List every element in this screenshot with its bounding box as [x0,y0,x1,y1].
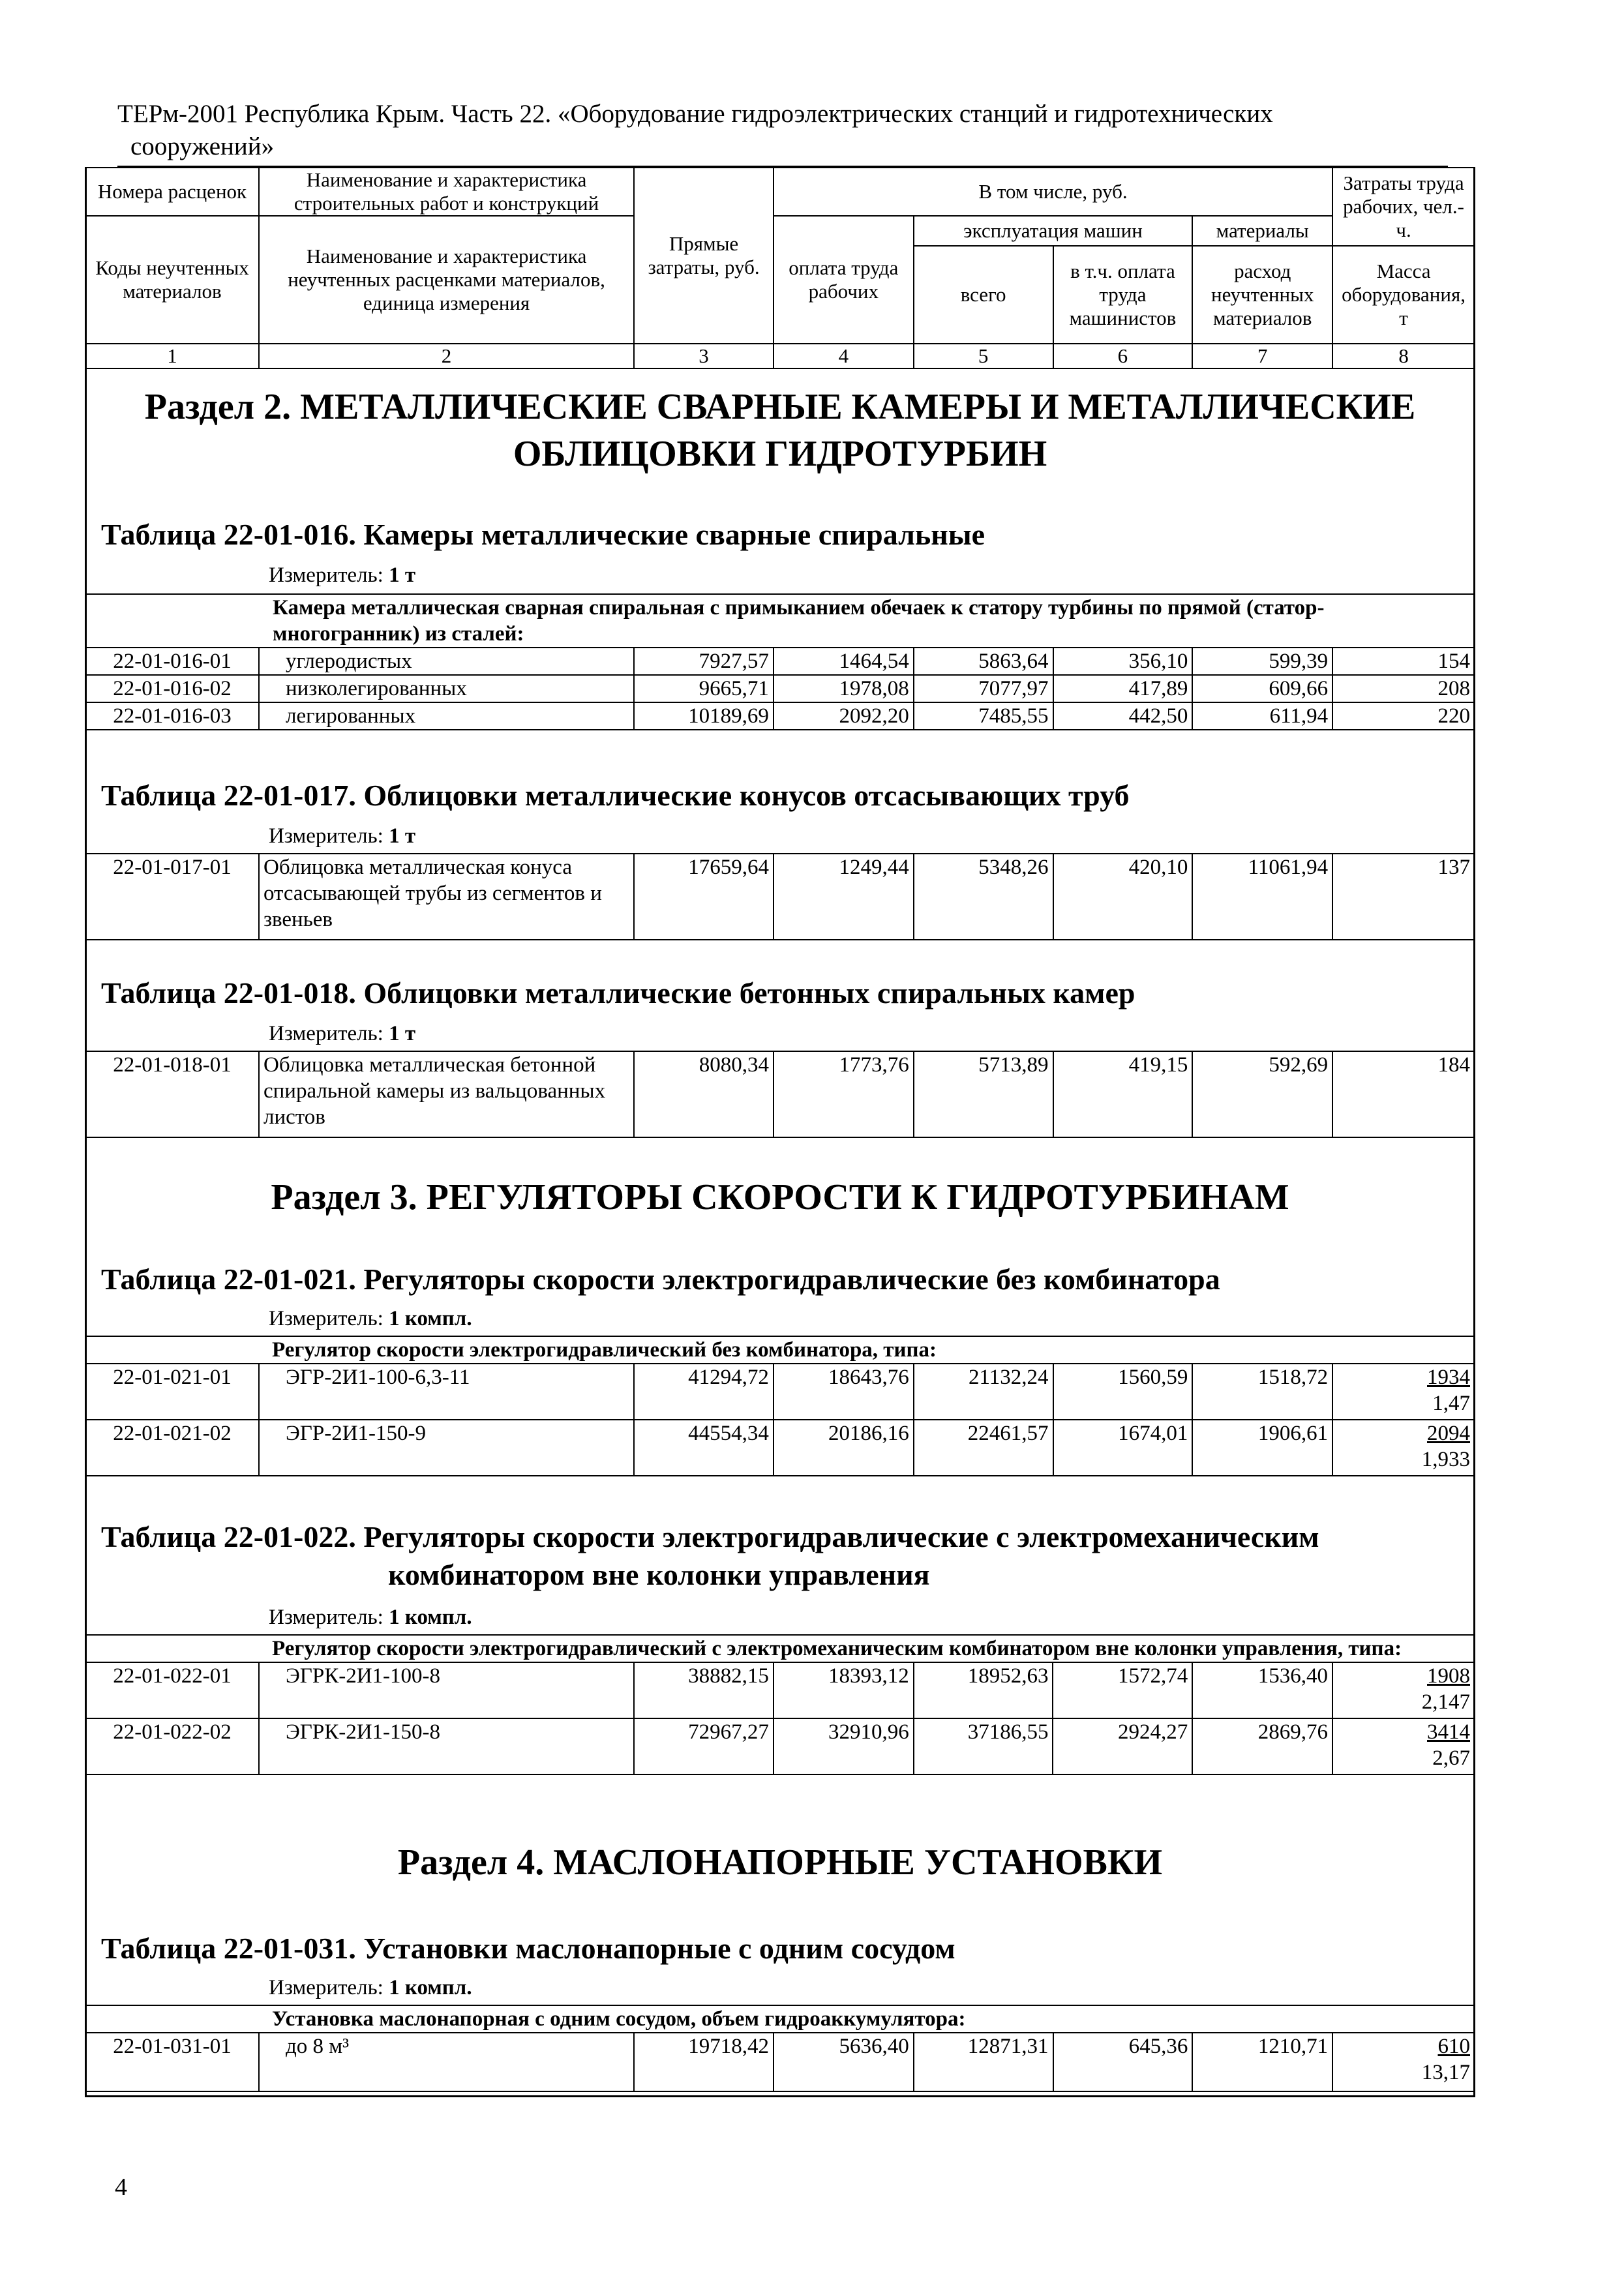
table-022-title-line1: Таблица 22-01-022. Регуляторы скорости электрогидравлические с электромеханическим [101,1520,1319,1553]
table-row [85,1718,1475,1774]
row-c8: 208 [1332,675,1475,702]
row-code: 22-01-021-01 [85,1364,259,1420]
table-017-unit [269,823,415,849]
row-c8 [1332,1718,1475,1774]
table-header [85,167,1475,369]
row-c5: 21132,24 [914,1364,1053,1420]
row-code: 22-01-016-01 [85,648,259,675]
header-num-3: 3 [634,344,774,368]
row-c6: 419,15 [1053,1051,1193,1137]
table-016-title: Таблица 22-01-016. Камеры металлические сварные спиральные [101,518,985,551]
row-c5: 18952,63 [914,1662,1053,1718]
table-row [85,1051,1475,1137]
table-021-unit [269,1306,472,1332]
row-c6: 1674,01 [1053,1420,1193,1476]
row-c5: 7485,55 [914,702,1053,730]
table-row [85,854,1475,940]
row-c7: 1536,40 [1192,1662,1332,1718]
row-c3: 19718,42 [634,2033,774,2091]
running-header-line1: ТЕРм-2001 Республика Крым. Часть 22. «Оборудование гидроэлектрических станций и гидротехнических [117,100,1273,128]
row-c5: 22461,57 [914,1420,1053,1476]
row-c7: 1906,61 [1192,1420,1332,1476]
table-group-row [85,1635,1475,1662]
table-018 [85,1051,1475,1138]
row-code: 22-01-022-02 [85,1718,259,1774]
table-031-unit [269,1975,472,2001]
row-code: 22-01-031-01 [85,2033,259,2091]
table-row [85,2033,1475,2091]
table-row [85,1420,1475,1476]
unit-label: Измеритель: [269,1606,383,1629]
row-c3: 72967,27 [634,1718,774,1774]
row-c6: 442,50 [1053,702,1193,730]
unit-label: Измеритель: [269,824,383,848]
row-c8: 220 [1332,702,1475,730]
header-col4: оплата труда рабочих [774,216,914,344]
table-row [85,675,1475,702]
table-016 [85,593,1475,730]
table-row [85,1662,1475,1718]
unit-value: 1 т [389,1022,416,1045]
table-row [85,702,1475,730]
header-incl: В том числе, руб. [774,168,1332,216]
row-c4: 20186,16 [774,1420,914,1476]
header-exp: эксплуатация машин [914,216,1193,246]
row-name: до 8 м³ [259,2033,634,2091]
header-col8a: Затраты труда рабочих, чел.-ч. [1332,168,1475,246]
row-c8 [1332,1364,1475,1420]
row-c4: 1773,76 [774,1051,914,1137]
row-c6: 2924,27 [1053,1718,1192,1774]
row-c3: 17659,64 [634,854,774,940]
row-c3: 7927,57 [634,648,774,675]
header-col2b: Наименование и характеристика неучтенных расценками материалов, единица измерения [259,216,634,344]
row-name: Облицовка металлическая бетонной спиральной камеры из вальцованных листов [259,1051,634,1137]
table-row [85,648,1475,675]
page-number: 4 [115,2174,127,2201]
row-name: углеродистых [259,648,634,675]
table-group-row [85,2005,1475,2033]
table-022-unit [269,1604,472,1630]
mass-value: 2,147 [1421,1690,1470,1714]
table-031-group: Установка маслонапорная с одним сосудом, объем гидроаккумулятора: [85,2005,1475,2033]
table-018-unit [269,1021,415,1047]
header-num-2: 2 [259,344,634,368]
unit-value: 1 компл. [389,1307,472,1330]
row-c4: 1249,44 [774,854,914,940]
row-c7: 611,94 [1192,702,1332,730]
header-num-6: 6 [1053,344,1193,368]
table-021-title: Таблица 22-01-021. Регуляторы скорости электрогидравлические без комбинатора [101,1263,1220,1296]
header-col3: Прямые затраты, руб. [634,168,774,344]
header-col8b: Масса оборудования, т [1332,246,1475,344]
row-c6: 356,10 [1053,648,1193,675]
section2-title-line2: ОБЛИЦОВКИ ГИДРОТУРБИН [513,434,1047,474]
header-col6: в т.ч. оплата труда машинистов [1053,246,1193,344]
row-c6: 420,10 [1053,854,1193,940]
labor-value: 1908 [1427,1664,1470,1688]
header-num-4: 4 [774,344,914,368]
unit-value: 1 т [389,824,416,848]
section4-title: Раздел 4. МАСЛОНАПОРНЫЕ УСТАНОВКИ [397,1842,1163,1883]
row-c6: 1560,59 [1053,1364,1193,1420]
row-c8 [1332,2033,1475,2091]
running-header [117,98,1474,163]
header-num-8: 8 [1332,344,1475,368]
row-code: 22-01-022-01 [85,1662,259,1718]
header-num-7: 7 [1192,344,1332,368]
row-name: ЭГР-2И1-100-6,3-11 [259,1364,634,1420]
row-name: ЭГРК-2И1-150-8 [259,1718,634,1774]
unit-label: Измеритель: [269,563,383,587]
row-code: 22-01-018-01 [85,1051,259,1137]
row-c8 [1332,1662,1475,1718]
section3-title: Раздел 3. РЕГУЛЯТОРЫ СКОРОСТИ К ГИДРОТУРБИНАМ [271,1177,1289,1218]
row-c4: 18643,76 [774,1364,914,1420]
row-c5: 37186,55 [914,1718,1053,1774]
row-c7: 599,39 [1192,648,1332,675]
header-mat: материалы [1192,216,1332,246]
row-c3: 8080,34 [634,1051,774,1137]
row-c4: 5636,40 [774,2033,914,2091]
unit-value: 1 компл. [389,1976,472,1999]
row-c3: 44554,34 [634,1420,774,1476]
header-col5: всего [914,246,1053,344]
row-c5: 5863,64 [914,648,1053,675]
row-c3: 41294,72 [634,1364,774,1420]
labor-value: 610 [1437,2035,1470,2058]
unit-label: Измеритель: [269,1022,383,1045]
table-031 [85,2005,1475,2092]
running-header-line2: сооружений» [130,132,275,160]
row-c7: 11061,94 [1192,854,1332,940]
table-022 [85,1634,1475,1775]
labor-value: 2094 [1427,1422,1470,1445]
row-c6: 1572,74 [1053,1662,1192,1718]
row-c3: 9665,71 [634,675,774,702]
row-c5: 7077,97 [914,675,1053,702]
row-c7: 609,66 [1192,675,1332,702]
labor-value: 1934 [1427,1366,1470,1389]
row-c4: 2092,20 [774,702,914,730]
mass-value: 2,67 [1432,1746,1470,1770]
row-c7: 1518,72 [1192,1364,1332,1420]
row-name: низколегированных [259,675,634,702]
row-c6: 417,89 [1053,675,1193,702]
mass-value: 1,47 [1432,1392,1470,1415]
row-name: Облицовка металлическая конуса отсасывающей трубы из сегментов и звеньев [259,854,634,940]
row-c5: 5713,89 [914,1051,1053,1137]
labor-value: 3414 [1427,1720,1470,1744]
row-c4: 18393,12 [774,1662,914,1718]
header-col1a: Номера расценок [85,168,259,216]
row-name: ЭГР-2И1-150-9 [259,1420,634,1476]
table-group-row [85,594,1475,648]
header-col7: расход неучтенных материалов [1192,246,1332,344]
section2-title [85,383,1475,477]
row-c5: 12871,31 [914,2033,1053,2091]
table-017-title: Таблица 22-01-017. Облицовки металлические конусов отсасывающих труб [101,779,1130,812]
row-name: ЭГРК-2И1-100-8 [259,1662,634,1718]
row-c4: 1978,08 [774,675,914,702]
table-row [85,1364,1475,1420]
row-code: 22-01-017-01 [85,854,259,940]
row-c3: 38882,15 [634,1662,774,1718]
row-c3: 10189,69 [634,702,774,730]
table-021-group: Регулятор скорости электрогидравлический без комбинатора, типа: [85,1336,1475,1364]
mass-value: 13,17 [1421,2061,1470,2084]
row-c7: 2869,76 [1192,1718,1332,1774]
row-c8: 184 [1332,1051,1475,1137]
row-code: 22-01-021-02 [85,1420,259,1476]
table-022-title [101,1518,1471,1594]
table-016-group: Камера металлическая сварная спиральная с примыканием обечаек к статору турбины по прямой (статор-многогранник) из сталей: [85,594,1475,648]
table-021 [85,1336,1475,1476]
table-022-group: Регулятор скорости электрогидравлический с электромеханическим комбинатором вне колонки управления, типа: [85,1635,1475,1662]
row-c8: 137 [1332,854,1475,940]
header-num-5: 5 [914,344,1053,368]
row-c7: 592,69 [1192,1051,1332,1137]
table-016-unit [269,562,415,588]
table-022-title-line2: комбинатором вне колонки управления [388,1558,930,1591]
row-c4: 32910,96 [774,1718,914,1774]
row-c6: 645,36 [1053,2033,1193,2091]
row-c4: 1464,54 [774,648,914,675]
table-017 [85,853,1475,940]
table-group-row [85,1336,1475,1364]
header-num-1: 1 [85,344,259,368]
row-code: 22-01-016-03 [85,702,259,730]
mass-value: 1,933 [1421,1448,1470,1471]
table-018-title: Таблица 22-01-018. Облицовки металлические бетонных спиральных камер [101,976,1135,1010]
unit-value: 1 т [389,563,416,587]
row-name: легированных [259,702,634,730]
unit-value: 1 компл. [389,1606,472,1629]
row-c8: 154 [1332,648,1475,675]
section2-title-line1: Раздел 2. МЕТАЛЛИЧЕСКИЕ СВАРНЫЕ КАМЕРЫ И МЕТАЛЛИЧЕСКИЕ [144,387,1416,427]
row-c8 [1332,1420,1475,1476]
header-col1b: Коды неучтенных материалов [85,216,259,344]
row-c7: 1210,71 [1192,2033,1332,2091]
row-code: 22-01-016-02 [85,675,259,702]
unit-label: Измеритель: [269,1307,383,1330]
header-col2a: Наименование и характеристика строительных работ и конструкций [259,168,634,216]
unit-label: Измеритель: [269,1976,383,1999]
table-031-title: Таблица 22-01-031. Установки маслонапорные с одним сосудом [101,1932,955,1965]
row-c5: 5348,26 [914,854,1053,940]
